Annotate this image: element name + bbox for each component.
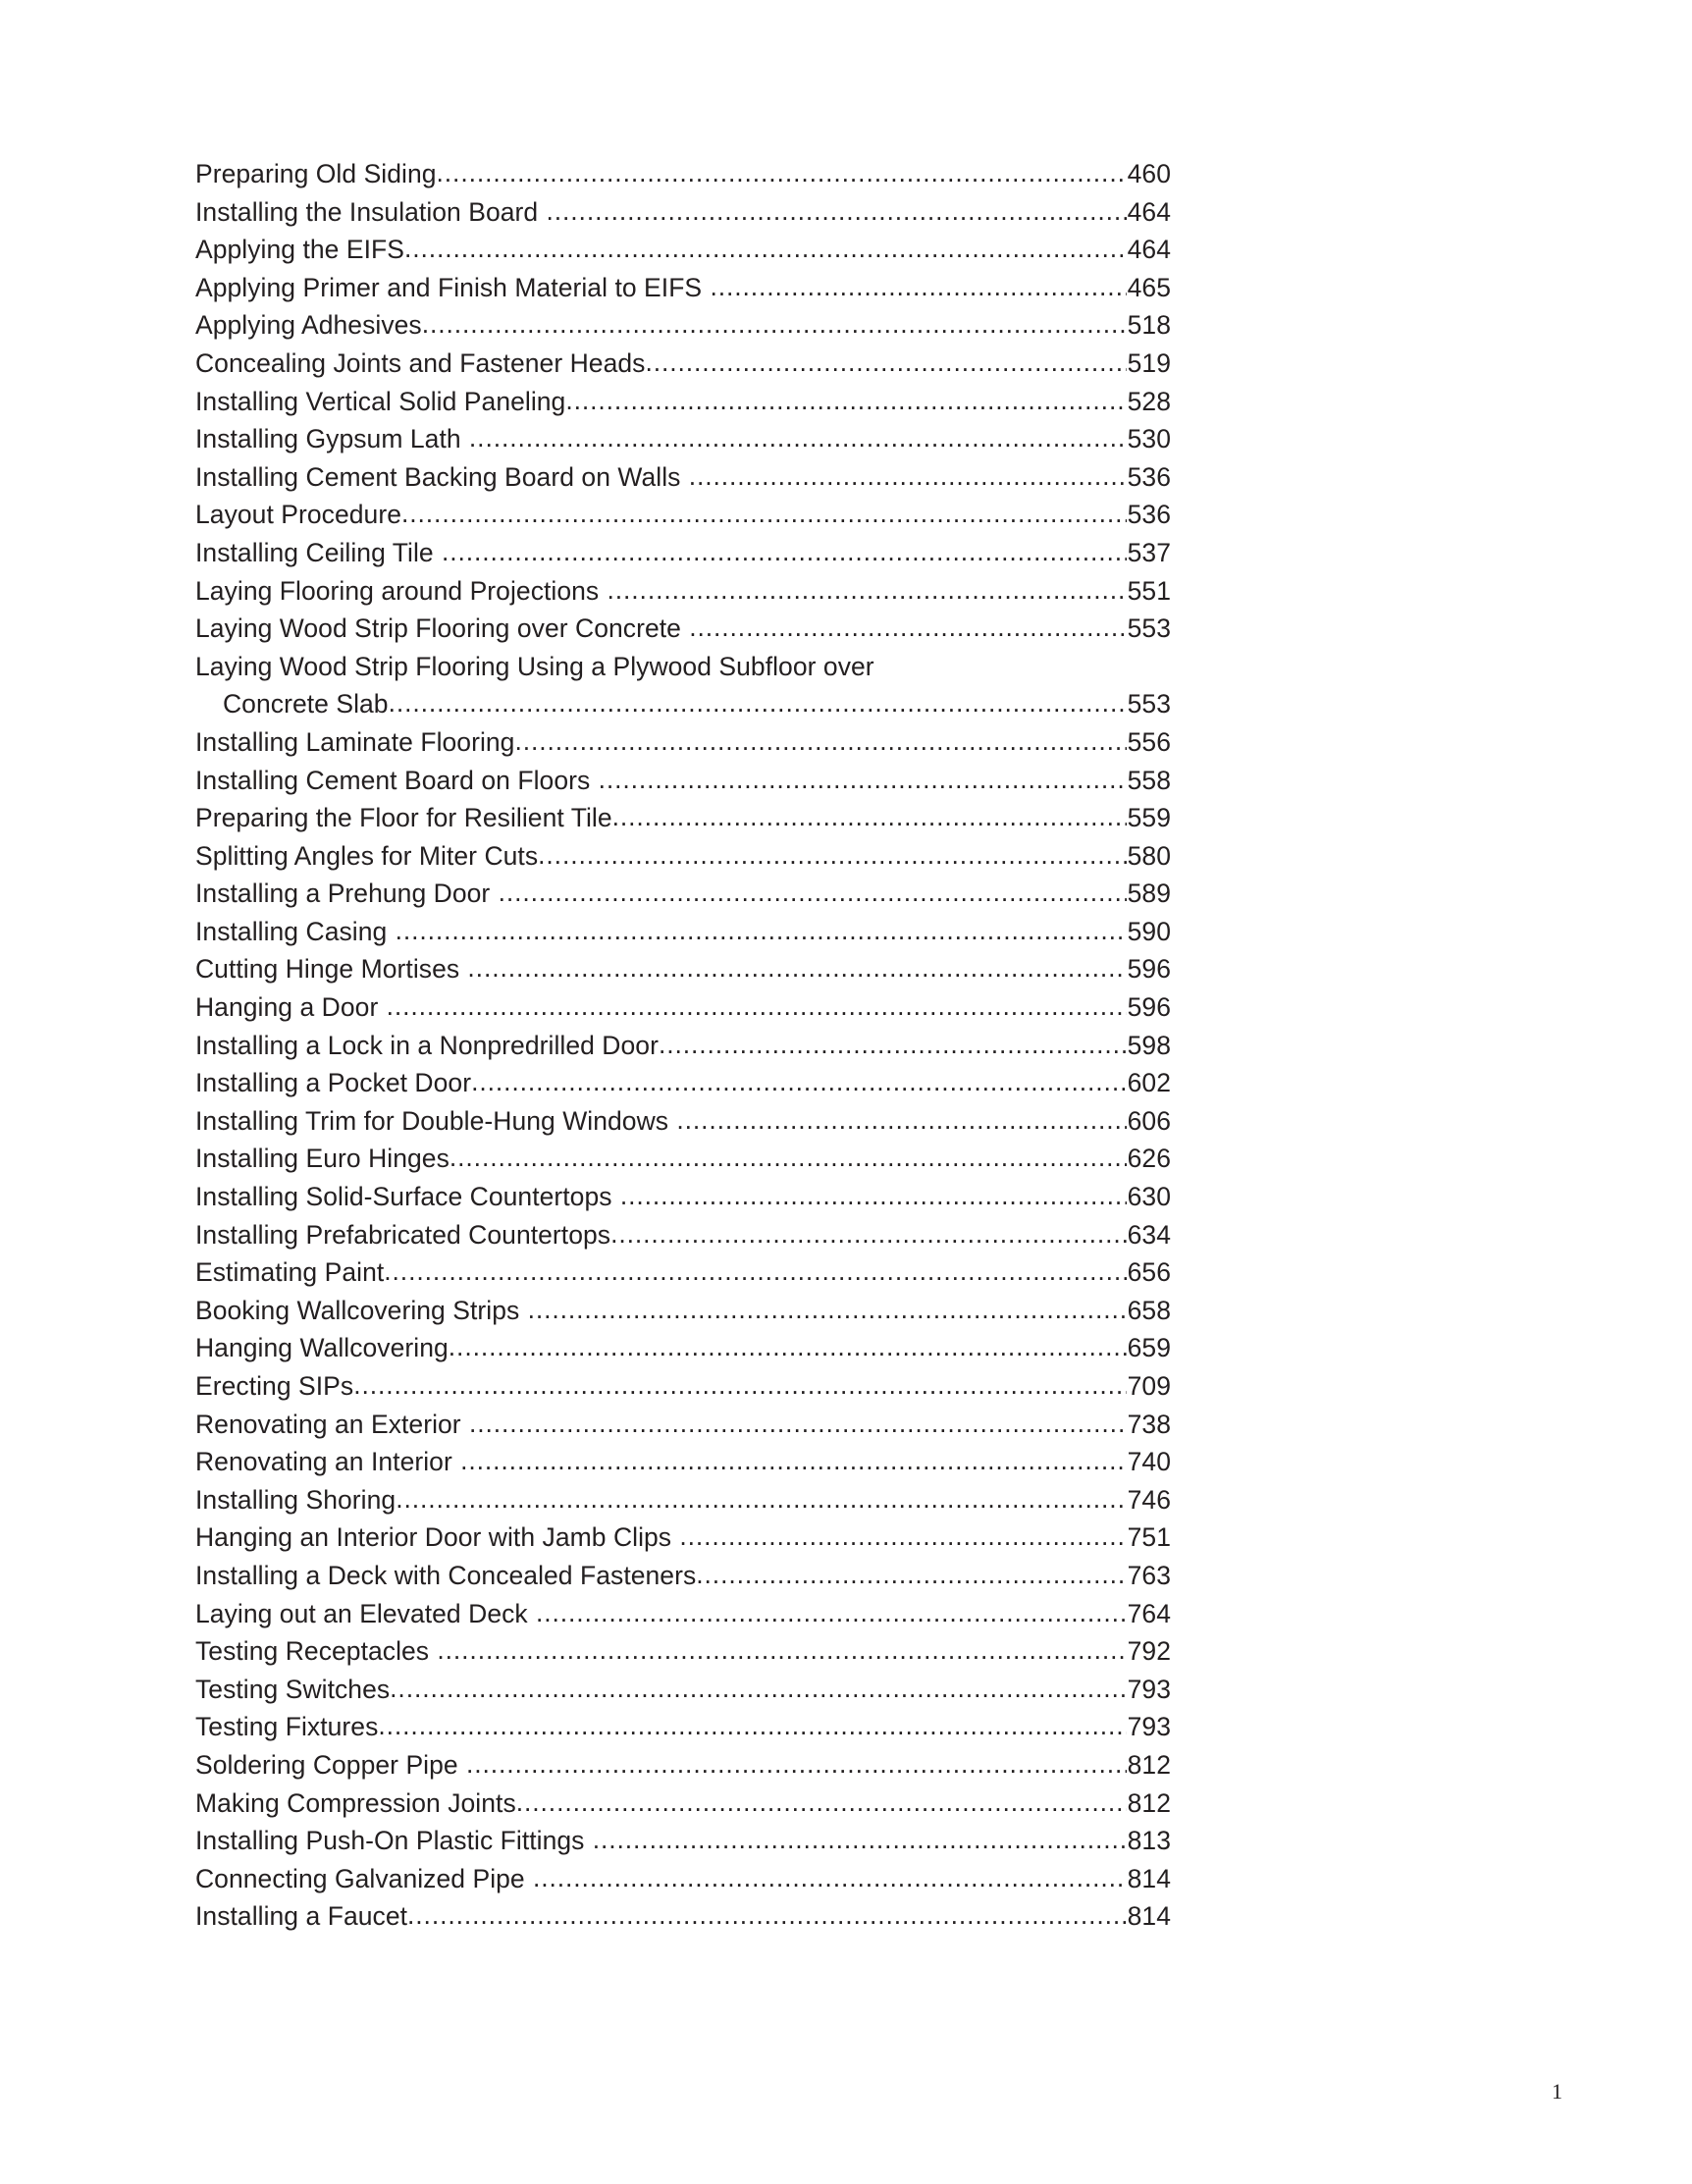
toc-entry[interactable] (195, 1860, 1171, 1898)
toc-entry-title: Renovating an Interior (195, 1447, 452, 1477)
toc-page-number: 763 (1127, 1560, 1171, 1590)
toc-leader-dots (404, 230, 1127, 268)
page-folio-number: 1 (1552, 2079, 1562, 2104)
toc-page-number: 630 (1127, 1182, 1171, 1212)
toc-entry-title: Preparing the Floor for Resilient Tile (195, 803, 612, 833)
toc-leader-dots (449, 1139, 1127, 1177)
toc-entry-title: Installing a Faucet (195, 1901, 408, 1932)
toc-leader-dots (390, 1670, 1127, 1708)
toc-leader-dots (422, 305, 1127, 344)
toc-entry-title: Booking Wallcovering Strips (195, 1295, 520, 1325)
toc-page-number: 596 (1127, 992, 1171, 1023)
toc-entry-title: Installing Trim for Double-Hung Windows (195, 1105, 669, 1136)
toc-leader-dots (599, 571, 1127, 610)
toc-page-number: 558 (1127, 765, 1171, 795)
toc-entry[interactable] (195, 458, 1171, 497)
toc-entry[interactable] (195, 269, 1171, 307)
toc-entry[interactable] (195, 1822, 1171, 1860)
toc-leader-dots (459, 949, 1127, 987)
toc-leader-dots (590, 761, 1127, 799)
toc-leader-dots (702, 268, 1127, 306)
toc-entry[interactable] (195, 1406, 1171, 1444)
toc-entry-continuation (195, 685, 1171, 723)
toc-entry[interactable] (195, 762, 1171, 800)
toc-page-number: 580 (1127, 840, 1171, 871)
toc-entry-title: Hanging a Door (195, 992, 379, 1023)
toc-entry[interactable] (195, 496, 1171, 534)
toc-entry[interactable] (195, 1102, 1171, 1141)
toc-page-number: 528 (1127, 386, 1171, 416)
toc-page-number: 464 (1127, 235, 1171, 265)
toc-entry[interactable] (195, 1595, 1171, 1633)
toc-leader-dots (389, 684, 1128, 722)
toc-entry[interactable] (195, 1784, 1171, 1823)
toc-entry-title: Installing Push-On Plastic Fittings (195, 1826, 585, 1856)
toc-entry-title: Testing Receptacles (195, 1636, 430, 1667)
toc-page-number: 551 (1127, 575, 1171, 606)
toc-entry-title: Installing the Insulation Board (195, 196, 539, 227)
toc-page-number: 814 (1127, 1863, 1171, 1893)
toc-entry-title: Laying Wood Strip Flooring over Concrete (195, 613, 681, 644)
toc-entry-title: Applying the EIFS (195, 235, 404, 265)
toc-page-number: 464 (1127, 196, 1171, 227)
toc-leader-dots (378, 987, 1127, 1026)
toc-leader-dots (434, 533, 1127, 571)
toc-entry-title: Preparing Old Siding (195, 159, 437, 188)
toc-leader-dots (516, 1784, 1127, 1822)
toc-entry-title: Installing Vertical Solid Paneling (195, 386, 566, 416)
toc-leader-dots (525, 1859, 1127, 1897)
toc-page-number: 536 (1127, 500, 1171, 530)
toc-leader-dots (612, 1177, 1128, 1215)
toc-entry-title: Cutting Hinge Mortises (195, 954, 460, 985)
toc-leader-dots (514, 722, 1127, 761)
toc-leader-dots (437, 154, 1128, 192)
toc-leader-dots (353, 1366, 1127, 1405)
toc-leader-dots (584, 1821, 1127, 1859)
toc-entry[interactable] (195, 1746, 1171, 1784)
toc-entry[interactable] (195, 1708, 1171, 1746)
toc-entry-title: Installing Euro Hinges (195, 1144, 449, 1174)
toc-leader-dots (668, 1101, 1127, 1140)
toc-page-number: 812 (1127, 1749, 1171, 1780)
toc-page-number: 556 (1127, 726, 1171, 757)
toc-leader-dots (490, 874, 1127, 912)
toc-entry-title: Hanging an Interior Door with Jamb Clips (195, 1522, 672, 1553)
toc-entry-title: Installing Casing (195, 916, 388, 946)
toc-page-number: 746 (1127, 1484, 1171, 1515)
toc-entry[interactable] (195, 1671, 1171, 1709)
toc-entry[interactable] (195, 1178, 1171, 1216)
toc-page-number: 793 (1127, 1674, 1171, 1704)
toc-leader-dots (452, 1442, 1127, 1480)
toc-leader-dots (519, 1291, 1127, 1329)
toc-leader-dots (378, 1707, 1127, 1745)
toc-page-number: 764 (1127, 1598, 1171, 1628)
toc-page-number: 659 (1127, 1333, 1171, 1363)
toc-entry[interactable] (195, 534, 1171, 572)
toc-page-number: 792 (1127, 1636, 1171, 1667)
toc-entry[interactable] (195, 1897, 1171, 1936)
toc-entry[interactable] (195, 1253, 1171, 1292)
toc-entry-title: Concealing Joints and Fastener Heads (195, 347, 646, 378)
toc-entry-title: Laying Wood Strip Flooring Using a Plywood Subfloor over (195, 651, 874, 681)
toc-entry[interactable] (195, 306, 1171, 345)
toc-page-number: 658 (1127, 1295, 1171, 1325)
toc-page-number: 465 (1127, 272, 1171, 302)
toc-entry[interactable] (195, 1140, 1171, 1178)
toc-entry[interactable] (195, 913, 1171, 951)
toc-entry[interactable] (195, 799, 1171, 837)
toc-leader-dots (528, 1594, 1127, 1632)
toc-page-number: 602 (1127, 1068, 1171, 1098)
toc-entry[interactable] (195, 1518, 1171, 1557)
toc-entry[interactable] (195, 420, 1171, 458)
toc-entry[interactable] (195, 1064, 1171, 1102)
toc-page-number: 634 (1127, 1219, 1171, 1250)
toc-entry-title: Applying Primer and Finish Material to EIFS (195, 272, 703, 302)
toc-entry[interactable] (195, 1557, 1171, 1595)
toc-page-number: 590 (1127, 916, 1171, 946)
toc-entry-title-line2: Concrete Slab (223, 689, 389, 719)
toc-page-number: 589 (1127, 879, 1171, 909)
toc-entry[interactable] (195, 610, 1171, 648)
toc-entry-title: Connecting Galvanized Pipe (195, 1863, 525, 1893)
toc-entry-title: Splitting Angles for Miter Cuts (195, 840, 539, 871)
toc-entry[interactable] (195, 572, 1171, 611)
toc-page-number: 740 (1127, 1447, 1171, 1477)
toc-leader-dots (538, 836, 1127, 875)
toc-entry-title: Installing Ceiling Tile (195, 537, 434, 567)
toc-page-number: 559 (1127, 803, 1171, 833)
toc-entry[interactable] (195, 155, 1171, 193)
toc-entry[interactable] (195, 1292, 1171, 1330)
toc-entry-title: Installing Solid-Surface Countertops (195, 1182, 612, 1212)
toc-entry-title: Testing Switches (195, 1674, 391, 1704)
toc-entry-title: Installing Cement Board on Floors (195, 765, 591, 795)
toc-page-number: 536 (1127, 461, 1171, 492)
toc-entry-title: Installing Gypsum Lath (195, 424, 461, 454)
toc-leader-dots (449, 1328, 1127, 1366)
toc-entry[interactable] (195, 988, 1171, 1027)
toc-entry-title: Layout Procedure (195, 500, 401, 530)
toc-leader-dots (680, 457, 1127, 496)
toc-entry-title: Installing a Prehung Door (195, 879, 491, 909)
toc-page-number: 598 (1127, 1030, 1171, 1060)
toc-page-number: 813 (1127, 1826, 1171, 1856)
toc-page-number: 606 (1127, 1105, 1171, 1136)
toc-page-number: 793 (1127, 1712, 1171, 1742)
toc-page-number: 460 (1127, 159, 1171, 188)
toc-entry[interactable] (195, 193, 1171, 232)
toc-entry-title: Installing a Deck with Concealed Fasteners (195, 1560, 697, 1590)
toc-entry[interactable] (195, 648, 1171, 723)
toc-entry[interactable] (195, 1329, 1171, 1367)
toc-leader-dots (612, 798, 1128, 836)
toc-entry-title: Applying Adhesives (195, 310, 422, 341)
toc-leader-dots (461, 1405, 1127, 1443)
toc-leader-dots (384, 1252, 1127, 1291)
toc-leader-dots (458, 1745, 1127, 1784)
toc-leader-dots (401, 495, 1127, 533)
toc-entry-title: Installing Shoring (195, 1484, 397, 1515)
toc-entry-title: Estimating Paint (195, 1257, 385, 1288)
toc-entry-title: Installing a Lock in a Nonpredrilled Door (195, 1030, 659, 1060)
toc-entry-title: Hanging Wallcovering (195, 1333, 449, 1363)
toc-page-number: 553 (1127, 613, 1171, 644)
toc-leader-dots (565, 382, 1127, 420)
toc-leader-dots (681, 609, 1127, 647)
toc-entry[interactable] (195, 231, 1171, 269)
toc-entry[interactable] (195, 1367, 1171, 1406)
toc-page-number: 656 (1127, 1257, 1171, 1288)
toc-page-number: 626 (1127, 1144, 1171, 1174)
toc-page-number: 814 (1127, 1901, 1171, 1932)
toc-leader-dots (407, 1896, 1127, 1935)
toc-page-number: 530 (1127, 424, 1171, 454)
toc-page-number: 518 (1127, 310, 1171, 341)
toc-page-number: 519 (1127, 347, 1171, 378)
toc-leader-dots (429, 1631, 1127, 1670)
toc-entry[interactable] (195, 875, 1171, 913)
toc-leader-dots (645, 344, 1127, 382)
toc-entry[interactable] (195, 723, 1171, 762)
toc-entry-title: Soldering Copper Pipe (195, 1749, 458, 1780)
toc-entry[interactable] (195, 950, 1171, 988)
toc-entry-title: Installing Laminate Flooring (195, 726, 515, 757)
toc-entry-title: Making Compression Joints (195, 1787, 516, 1818)
toc-leader-dots (396, 1480, 1127, 1518)
toc-leader-dots (538, 192, 1127, 231)
toc-page-number: 738 (1127, 1409, 1171, 1439)
toc-entry[interactable] (195, 383, 1171, 421)
toc-leader-dots (387, 912, 1127, 950)
toc-page-number: 709 (1127, 1371, 1171, 1401)
toc-entry[interactable] (195, 837, 1171, 876)
toc-leader-dots (696, 1556, 1127, 1594)
toc-leader-dots (461, 419, 1127, 457)
toc-page-number: 751 (1127, 1522, 1171, 1553)
toc-entry-title: Installing Prefabricated Countertops (195, 1219, 611, 1250)
toc-entry-title: Erecting SIPs (195, 1371, 354, 1401)
toc-entry-title: Laying Flooring around Projections (195, 575, 600, 606)
toc-entry[interactable] (195, 1632, 1171, 1671)
toc-leader-dots (471, 1063, 1127, 1101)
toc-leader-dots (610, 1215, 1127, 1253)
toc-leader-dots (659, 1026, 1127, 1064)
toc-entry-title: Installing a Pocket Door (195, 1068, 472, 1098)
table-of-contents-list (195, 155, 1171, 1936)
toc-page-number: 537 (1127, 537, 1171, 567)
toc-page-number: 553 (1127, 689, 1171, 719)
toc-page-number: 596 (1127, 954, 1171, 985)
toc-entry[interactable] (195, 1443, 1171, 1481)
toc-entry[interactable] (195, 1481, 1171, 1519)
toc-entry-title: Testing Fixtures (195, 1712, 379, 1742)
toc-entry[interactable] (195, 1027, 1171, 1065)
toc-entry-title: Installing Cement Backing Board on Walls (195, 461, 681, 492)
toc-entry-title: Laying out an Elevated Deck (195, 1598, 528, 1628)
toc-entry-title: Renovating an Exterior (195, 1409, 461, 1439)
toc-leader-dots (671, 1518, 1127, 1556)
toc-page-number: 812 (1127, 1787, 1171, 1818)
toc-entry[interactable] (195, 345, 1171, 383)
toc-entry[interactable] (195, 1216, 1171, 1254)
